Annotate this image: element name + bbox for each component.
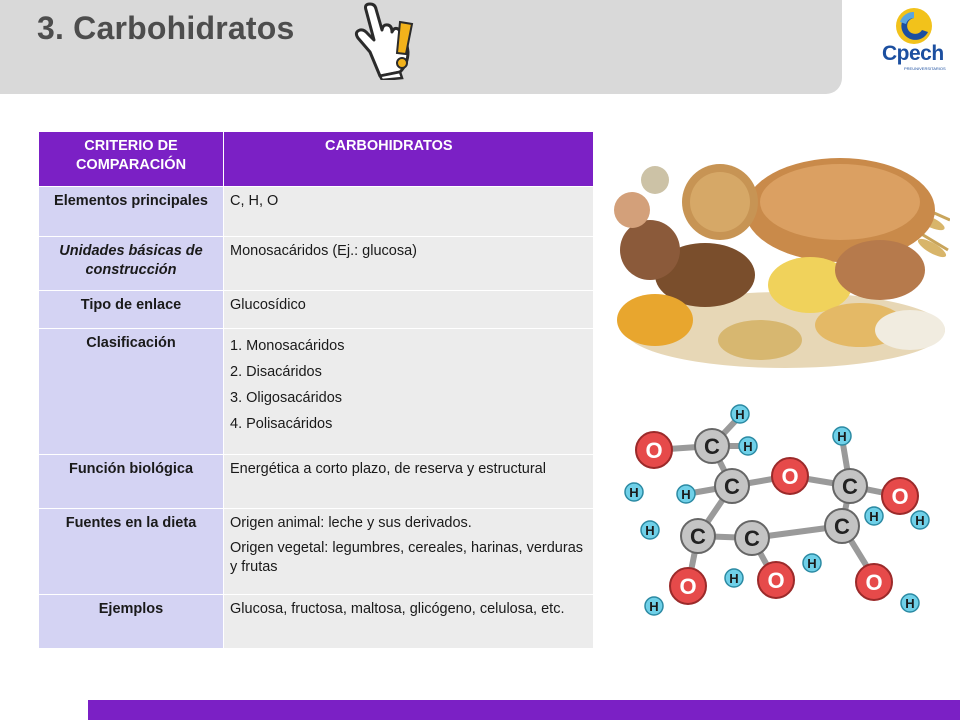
table-row — [39, 237, 594, 291]
atom-o — [882, 478, 918, 514]
svg-text:C: C — [842, 474, 858, 499]
atom-o — [856, 564, 892, 600]
glucose-molecule-diagram — [612, 398, 942, 623]
table-row — [39, 329, 594, 455]
atom-c — [825, 509, 859, 543]
svg-text:O: O — [645, 438, 663, 463]
criterion-cell — [39, 237, 224, 291]
atom-h — [725, 569, 743, 587]
value-line: 1. Monosacáridos — [230, 338, 345, 354]
atom-h — [901, 594, 919, 612]
pasta-shell — [641, 166, 669, 194]
table-row — [39, 595, 594, 649]
whole-wheat-pasta — [835, 240, 925, 300]
value-cell — [224, 329, 594, 455]
svg-text:H: H — [837, 429, 847, 444]
table-row — [39, 455, 594, 509]
svg-text:O: O — [679, 574, 697, 599]
criterion-cell: Fuentes en la dieta — [39, 509, 224, 595]
value-cell — [224, 455, 594, 509]
atom-o — [636, 432, 672, 468]
value-line: Glucosídico — [230, 297, 306, 313]
round-bun-top — [690, 172, 750, 232]
criterion-cell: Clasificación — [39, 329, 224, 455]
exclamation-icon — [397, 22, 412, 68]
svg-text:C: C — [724, 474, 740, 499]
bottom-accent-bar — [88, 700, 960, 720]
rose-pasta — [614, 192, 650, 228]
atom-c — [715, 469, 749, 503]
atom-o — [758, 562, 794, 598]
oat-grains — [718, 320, 802, 360]
atom-h — [625, 483, 643, 501]
value-line: Origen vegetal: legumbres, cereales, harinas, verduras y frutas — [230, 540, 584, 575]
value-line: Origen animal: leche y sus derivados. — [230, 515, 472, 531]
cpech-logo — [878, 4, 950, 72]
value-cell — [224, 237, 594, 291]
value-cell — [224, 187, 594, 237]
rice-pile — [875, 310, 945, 350]
molecule-atoms — [625, 405, 929, 615]
atom-c — [695, 429, 729, 463]
criterion-cell: Tipo de enlace — [39, 291, 224, 329]
svg-text:H: H — [735, 407, 745, 422]
table-row — [39, 187, 594, 237]
corn-kernels — [617, 294, 693, 346]
atom-c — [735, 521, 769, 555]
criterion-label: Unidades básicas de construcción — [59, 243, 203, 278]
svg-text:O: O — [781, 464, 799, 489]
svg-text:H: H — [629, 485, 639, 500]
value-cell — [224, 291, 594, 329]
atom-h — [731, 405, 749, 423]
header-carbohidratos: CARBOHIDRATOS — [224, 132, 594, 187]
value-cell — [224, 595, 594, 649]
table-row — [39, 291, 594, 329]
atom-h — [645, 597, 663, 615]
bread-crust — [760, 164, 920, 240]
logo-subtext: PREUNIVERSITARIOS — [904, 66, 946, 71]
svg-text:C: C — [834, 514, 850, 539]
atom-h — [739, 437, 757, 455]
atom-c — [681, 519, 715, 553]
criterion-cell: Función biológica — [39, 455, 224, 509]
logo-emblem — [896, 8, 932, 44]
svg-text:H: H — [905, 596, 915, 611]
logo-text: Cpech — [882, 42, 944, 65]
comparison-table — [38, 131, 594, 649]
table-row — [39, 509, 594, 595]
atom-o — [670, 568, 706, 604]
rye-roll — [620, 220, 680, 280]
svg-text:H: H — [649, 599, 659, 614]
atom-h — [641, 521, 659, 539]
atom-o — [772, 458, 808, 494]
criterion-cell: Ejemplos — [39, 595, 224, 649]
value-line: Monosacáridos (Ej.: glucosa) — [230, 243, 417, 259]
atom-h — [677, 485, 695, 503]
svg-text:H: H — [729, 571, 739, 586]
value-line: Energética a corto plazo, de reserva y estructural — [230, 461, 546, 477]
atom-c — [833, 469, 867, 503]
atom-h — [803, 554, 821, 572]
svg-text:H: H — [681, 487, 691, 502]
svg-text:H: H — [915, 513, 925, 528]
value-line: Glucosa, fructosa, maltosa, glicógeno, celulosa, etc. — [230, 601, 565, 617]
atom-h — [865, 507, 883, 525]
hand-pointer-icon — [350, 2, 420, 80]
svg-text:O: O — [767, 568, 785, 593]
value-line: 2. Disacáridos — [230, 364, 322, 380]
criterion-cell: Elementos principales — [39, 187, 224, 237]
value-cell — [224, 509, 594, 595]
atom-h — [911, 511, 929, 529]
svg-text:H: H — [743, 439, 753, 454]
slide-title: 3. Carbohidratos — [37, 10, 295, 46]
svg-text:C: C — [704, 434, 720, 459]
carbohydrate-foods-image — [610, 140, 950, 372]
svg-text:H: H — [869, 509, 879, 524]
table-header-row — [39, 132, 594, 187]
value-line: 3. Oligosacáridos — [230, 390, 343, 406]
svg-text:C: C — [744, 526, 760, 551]
svg-text:H: H — [807, 556, 817, 571]
header-criterion: CRITERIO DE COMPARACIÓN — [39, 132, 224, 187]
value-line: C, H, O — [230, 193, 279, 209]
svg-text:C: C — [690, 524, 706, 549]
atom-h — [833, 427, 851, 445]
value-line: 4. Polisacáridos — [230, 416, 333, 432]
svg-text:O: O — [891, 484, 909, 509]
svg-text:O: O — [865, 570, 883, 595]
svg-text:H: H — [645, 523, 655, 538]
